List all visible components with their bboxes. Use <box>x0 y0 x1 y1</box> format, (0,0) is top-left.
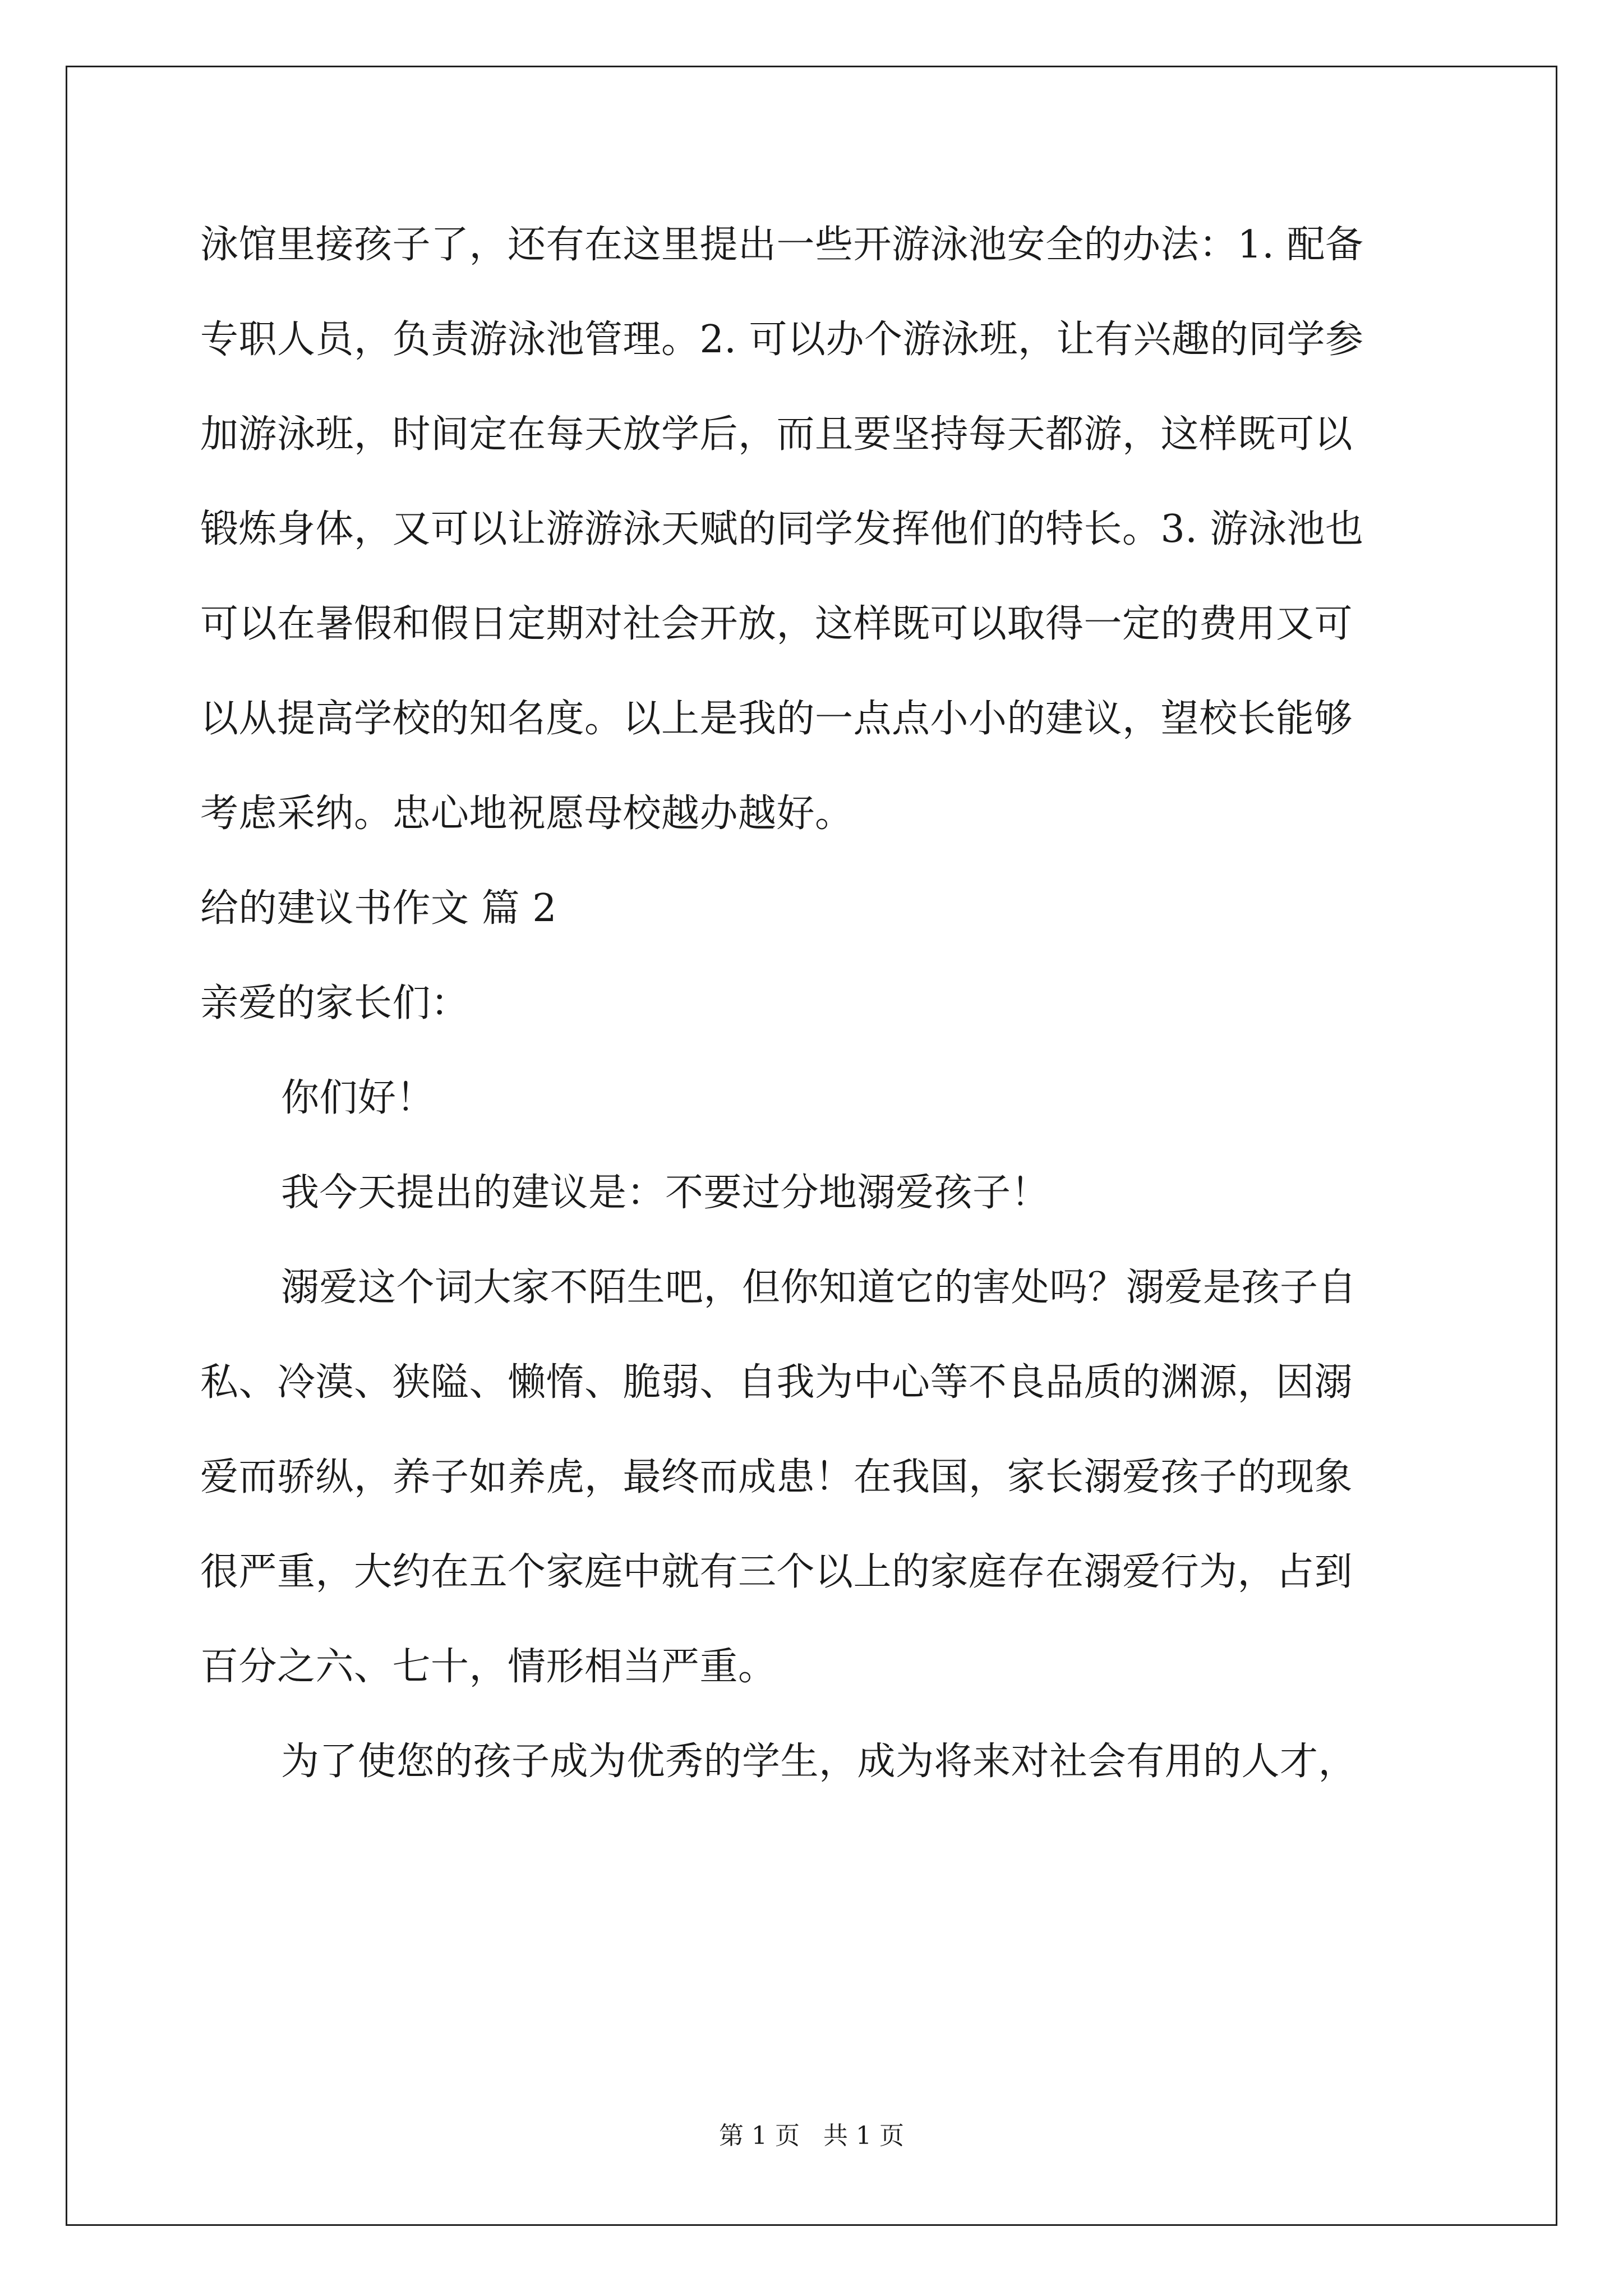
text-line: 泳馆里接孩子了，还有在这里提出一些开游泳池安全的办法：1. 配备 <box>200 223 1364 267</box>
page-footer: 第 1 页 共 1 页 <box>719 2122 904 2150</box>
text-line: 我今天提出的建议是：不要过分地溺爱孩子！ <box>281 1171 1050 1215</box>
text-line: 加游泳班，时间定在每天放学后，而且要坚持每天都游，这样既可以 <box>200 412 1353 457</box>
salutation: 亲爱的家长们： <box>200 981 469 1025</box>
text-line: 锻炼身体，又可以让游游泳天赋的同学发挥他们的特长。3. 游泳池也 <box>200 507 1364 551</box>
greeting: 你们好！ <box>281 1076 435 1120</box>
text-line: 私、冷漠、狭隘、懒惰、脆弱、自我为中心等不良品质的渊源，因溺 <box>200 1360 1353 1405</box>
text-line: 考虑采纳。忠心地祝愿母校越办越好。 <box>200 792 854 836</box>
document-body <box>200 197 1432 1809</box>
text-line: 可以在暑假和假日定期对社会开放，这样既可以取得一定的费用又可 <box>200 602 1353 646</box>
text-line: 溺爱这个词大家不陌生吧，但你知道它的害处吗？溺爱是孩子自 <box>281 1266 1357 1310</box>
text-line: 爱而骄纵，养子如养虎，最终而成患！在我国，家长溺爱孩子的现象 <box>200 1455 1353 1499</box>
text-line: 为了使您的孩子成为优秀的学生，成为将来对社会有用的人才， <box>281 1740 1357 1784</box>
text-line: 专职人员，负责游泳池管理。2. 可以办个游泳班，让有兴趣的同学参 <box>200 318 1364 362</box>
section-heading: 给的建议书作文 篇 2 <box>200 886 557 931</box>
text-line: 以从提高学校的知名度。以上是我的一点点小小的建议，望校长能够 <box>200 697 1353 741</box>
text-line: 很严重，大约在五个家庭中就有三个以上的家庭存在溺爱行为，占到 <box>200 1550 1353 1594</box>
text-line: 百分之六、七十，情形相当严重。 <box>200 1645 777 1689</box>
